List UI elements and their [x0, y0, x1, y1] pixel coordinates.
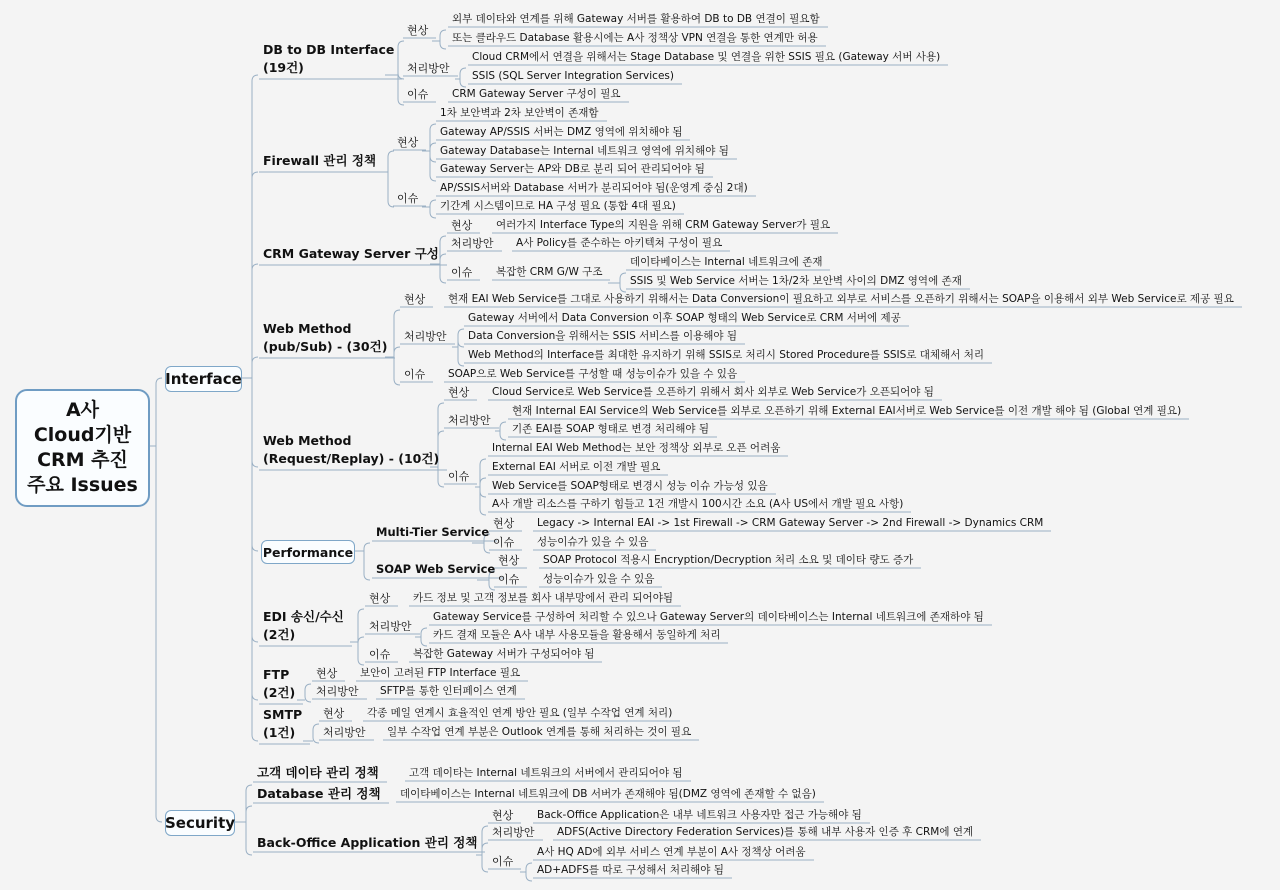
db-issue-item[interactable]: CRM Gateway Server 구성이 필요: [452, 88, 621, 100]
mt-issue-item[interactable]: 성능이슈가 있을 수 있음: [537, 536, 649, 548]
fw-issue-label[interactable]: 이슈: [397, 192, 419, 205]
ftp-solution-label[interactable]: 처리방안: [316, 685, 359, 698]
sw-issue-label[interactable]: 이슈: [498, 573, 520, 586]
connector-line: [526, 875, 532, 881]
sw-issue-item[interactable]: 성능이슈가 있을 수 있음: [543, 573, 655, 585]
wp-status-label[interactable]: 현상: [404, 293, 426, 306]
connector-line: [252, 636, 258, 642]
bo-status-label[interactable]: 현상: [492, 809, 514, 822]
wr-status-item[interactable]: Cloud Service로 Web Service를 오픈하기 위해서 회사 외부로 Web Service가 오픈되어야 됨: [492, 386, 934, 398]
mt-status-label[interactable]: 현상: [493, 517, 515, 530]
central-topic-line3: CRM 추진: [37, 449, 128, 471]
wr-status-label[interactable]: 현상: [448, 386, 470, 399]
connector-line: [480, 478, 486, 484]
connector-line: [305, 684, 311, 690]
wp-solution-item[interactable]: Web Method의 Interface를 최대한 유지하기 위해 SSIS로 처리시 Stored Procedure를 SSIS로 대체해서 처리: [468, 349, 984, 361]
edi-solution-label[interactable]: 처리방안: [369, 620, 412, 633]
connector-line: [430, 156, 436, 162]
topic-smtp-count: (1건): [263, 725, 296, 740]
topic-db-to-db-title: DB to DB Interface: [263, 42, 395, 57]
connector-line: [252, 545, 258, 551]
topic-ftp[interactable]: [263, 666, 295, 702]
connector-line: [358, 637, 364, 643]
topic-edi-title: EDI 송신/수신: [263, 609, 344, 624]
topic-web-method-pubsub-title: Web Method: [263, 321, 352, 336]
topic-db-to-db[interactable]: [263, 41, 394, 77]
connector-line: [620, 273, 626, 279]
wr-issue-label[interactable]: 이슈: [448, 470, 470, 483]
gw-solution-label[interactable]: 처리방안: [451, 237, 494, 250]
db-status-item[interactable]: 또는 클라우드 Database 활용시에는 A사 정책상 VPN 연결을 통한 연계만 허용: [452, 32, 818, 44]
central-topic-line4: 주요 Issues: [27, 474, 138, 496]
wp-solution-item[interactable]: Data Conversion을 위해서는 SSIS 서비스를 이용해야 됨: [468, 330, 738, 342]
bo-solution-item[interactable]: ADFS(Active Directory Federation Services)를 통해 내부 사용자 인증 후 CRM에 연계: [557, 826, 974, 838]
connector-line: [430, 143, 436, 149]
wr-issue-item[interactable]: Internal EAI Web Method는 보안 정책상 외부로 오픈 어려움: [492, 442, 781, 454]
ftp-status-item[interactable]: 보안이 고려된 FTP Interface 필요: [360, 667, 521, 679]
connector-line: [430, 200, 436, 206]
topic-edi[interactable]: [263, 608, 344, 644]
fw-status-label[interactable]: 현상: [397, 136, 419, 149]
connector-line: [398, 99, 404, 105]
db-solution-item[interactable]: Cloud CRM에서 연결을 위해서는 Stage Database 및 연결을 위한 SSIS 필요 (Gateway 서버 사용): [472, 51, 941, 63]
fw-issue-item[interactable]: AP/SSIS서버와 Database 서버가 분리되어야 됨(운영계 중심 2대): [440, 182, 748, 194]
connector-line: [305, 696, 311, 702]
wr-solution-label[interactable]: 처리방안: [448, 414, 491, 427]
connector-line: [438, 403, 444, 409]
gw-issue-item[interactable]: 복잡한 CRM G/W 구조: [496, 266, 603, 278]
bo-issue-item[interactable]: AD+ADFS를 따로 구성해서 처리해야 됨: [537, 864, 724, 876]
mt-issue-label[interactable]: 이슈: [493, 536, 515, 549]
connector-line: [440, 236, 446, 242]
connector-line: [458, 360, 464, 366]
connector-line: [252, 357, 258, 363]
connector-line: [440, 30, 446, 36]
gw-issue-subitem[interactable]: SSIS 및 Web Service 서버는 1차/2차 보안벽 사이의 DMZ 영역에 존재: [630, 275, 962, 287]
edi-solution-item[interactable]: 카드 결재 모듈은 A사 내부 사용모듈을 활용해서 동일하게 처리: [433, 629, 721, 641]
bo-issue-label[interactable]: 이슈: [492, 855, 514, 868]
topic-web-method-request[interactable]: [263, 432, 439, 468]
connector-line: [252, 694, 258, 700]
connector-line: [252, 461, 258, 467]
wp-status-item[interactable]: 현재 EAI Web Service를 그대로 사용하기 위해서는 Data Conversion이 필요하고 외부로 서비스를 오픈하기 위해서는 SOAP을 이용해서 외부 Web Service로 제공 필요: [448, 293, 1234, 305]
topic-firewall[interactable]: Firewall 관리 정책: [263, 153, 377, 168]
customer-data-item[interactable]: 고객 데이타는 Internal 네트워크의 서버에서 관리되어야 됨: [409, 767, 683, 779]
smtp-solution-item[interactable]: 일부 수작업 연계 부분은 Outlook 연계를 통해 처리하는 것이 필요: [387, 726, 692, 738]
connector-line: [480, 509, 486, 515]
connector-line: [480, 491, 486, 497]
topic-multi-tier[interactable]: Multi-Tier Service: [376, 525, 490, 539]
topic-edi-count: (2건): [263, 627, 296, 642]
connector-line: [482, 866, 488, 872]
connector-line: [394, 310, 400, 316]
connector-line: [313, 737, 319, 743]
gw-solution-item[interactable]: A사 Policy를 준수하는 아키텍쳐 구성이 필요: [516, 237, 723, 249]
edi-status-label[interactable]: 현상: [369, 592, 391, 605]
fw-status-item[interactable]: 1차 보안벽과 2차 보안벽이 존재함: [440, 107, 599, 119]
connector-line: [482, 826, 488, 832]
wr-issue-item[interactable]: A사 개발 리소스를 구하기 힘들고 1건 개발시 100시간 소요 (A사 US에서 개발 필요 사항): [492, 498, 904, 510]
database-policy-item[interactable]: 데이타베이스는 Internal 네트워크에 DB 서버가 존재해야 됨(DMZ 영역에 존재할 수 없음): [400, 788, 816, 800]
connector-line: [430, 124, 436, 130]
connector-line: [156, 378, 162, 384]
connector-line: [246, 849, 252, 855]
topic-web-method-request-count: (Request/Replay) - (10건): [263, 451, 440, 466]
sw-status-label[interactable]: 현상: [498, 554, 520, 567]
connector-line: [252, 172, 258, 178]
wr-issue-item[interactable]: Web Service를 SOAP형태로 변경시 성능 이슈 가능성 있음: [492, 480, 768, 492]
topic-soap-web-service[interactable]: SOAP Web Service: [376, 562, 496, 576]
connector-line: [480, 459, 486, 465]
sw-status-item[interactable]: SOAP Protocol 적용시 Encryption/Decryption 처리 소요 및 데이타 량도 증가: [543, 554, 914, 566]
connector-line: [620, 286, 626, 292]
gw-issue-label[interactable]: 이슈: [451, 266, 473, 279]
connector-line: [500, 434, 506, 440]
wp-solution-item[interactable]: Gateway 서버에서 Data Conversion 이후 SOAP 형태의 Web Service로 CRM 서버에 제공: [468, 312, 901, 324]
wr-solution-item[interactable]: 현재 Internal EAI Service의 Web Service를 외부로 오픈하기 위해 External EAI서버로 Web Service를 이전 개발 해야 됨 (Global 연계 필요): [512, 405, 1182, 417]
connector-line: [526, 863, 532, 869]
connector-line: [430, 175, 436, 181]
topic-web-method-pubsub-count: (pub/Sub) - (30건): [263, 339, 388, 354]
ftp-status-label[interactable]: 현상: [316, 667, 338, 680]
topic-smtp-title: SMTP: [263, 707, 303, 722]
connector-line: [252, 75, 258, 81]
connector-line: [358, 659, 364, 665]
connector-line: [500, 422, 506, 428]
fw-status-item[interactable]: Gateway Database는 Internal 네트워크 영역에 위치해야 됨: [440, 145, 729, 157]
connector-line: [394, 379, 400, 385]
wr-solution-item[interactable]: 기존 EAI를 SOAP 형태로 변경 처리해야 됨: [512, 423, 710, 435]
db-status-label[interactable]: 현상: [407, 24, 429, 37]
wp-issue-label[interactable]: 이슈: [404, 368, 426, 381]
topic-smtp[interactable]: [263, 706, 302, 742]
topic-database-policy[interactable]: Database 관리 정책: [257, 786, 381, 801]
smtp-solution-label[interactable]: 처리방안: [323, 726, 366, 739]
connector-line: [364, 543, 370, 549]
topic-crm-gateway[interactable]: CRM Gateway Server 구성: [263, 246, 439, 261]
connector-line: [440, 43, 446, 49]
wr-issue-item[interactable]: External EAI 서버로 이전 개발 필요: [492, 461, 661, 473]
connector-line: [438, 481, 444, 487]
connector-line: [460, 81, 466, 87]
topic-db-to-db-count: (19건): [263, 60, 304, 75]
bo-status-item[interactable]: Back-Office Application은 내부 네트워크 사용자만 접근 가능해야 됨: [537, 809, 862, 821]
connector-line: [252, 264, 258, 270]
connector-line: [421, 628, 427, 634]
connector-line: [394, 347, 400, 353]
connector-line: [246, 806, 252, 812]
connector-line: [460, 68, 466, 74]
wp-issue-item[interactable]: SOAP으로 Web Service를 구성할 때 성능이슈가 있을 수 있음: [448, 368, 738, 380]
gw-status-label[interactable]: 현상: [451, 219, 473, 232]
edi-issue-item[interactable]: 복잡한 Gateway 서버가 구성되어야 됨: [413, 648, 595, 660]
db-status-item[interactable]: 외부 데이타와 연계를 위해 Gateway 서버를 활용하여 DB to DB 연결이 필요함: [452, 13, 820, 25]
connector-line: [482, 843, 488, 849]
connector-line: [421, 640, 427, 646]
connector-line: [484, 547, 490, 553]
connector-line: [489, 584, 495, 590]
gw-issue-subitem[interactable]: 데이타베이스는 Internal 네트워크에 존재: [630, 256, 823, 268]
connector-line: [252, 735, 258, 741]
edi-issue-label[interactable]: 이슈: [369, 648, 391, 661]
gw-status-item[interactable]: 여러가지 Interface Type의 지원을 위해 CRM Gateway Server가 필요: [496, 219, 831, 231]
db-solution-item[interactable]: SSIS (SQL Server Integration Services): [472, 70, 674, 82]
connector-line: [388, 151, 394, 157]
connector-line: [440, 254, 446, 260]
connector-line: [430, 212, 436, 218]
connector-line: [388, 201, 394, 207]
fw-issue-item[interactable]: 기간계 시스템이므로 HA 구성 필요 (통합 4대 필요): [440, 200, 676, 212]
connector-line: [246, 785, 252, 791]
fw-status-item[interactable]: Gateway AP/SSIS 서버는 DMZ 영역에 위치해야 됨: [440, 126, 683, 138]
topic-customer-data[interactable]: 고객 데이타 관리 정책: [257, 765, 379, 780]
connector-line: [398, 41, 404, 47]
connector-line: [156, 816, 162, 822]
topic-web-method-request-title: Web Method: [263, 433, 352, 448]
wp-solution-label[interactable]: 처리방안: [404, 330, 447, 343]
smtp-status-item[interactable]: 각종 메일 연계시 효율적인 연계 방안 필요 (일부 수작업 연계 처리): [367, 707, 673, 719]
topic-backoffice[interactable]: Back-Office Application 관리 정책: [257, 835, 478, 850]
mt-status-item[interactable]: Legacy -> Internal EAI -> 1st Firewall -> CRM Gateway Server -> 2nd Firewall -> Dynamics CRM: [537, 517, 1044, 529]
bo-solution-label[interactable]: 처리방안: [492, 826, 535, 839]
edi-status-item[interactable]: 카드 정보 및 고객 정보를 회사 내부망에서 관리 되어야됨: [413, 592, 673, 604]
central-topic-line1: A사: [65, 399, 100, 421]
branch-security[interactable]: Security: [165, 810, 235, 836]
bo-issue-item[interactable]: A사 HQ AD에 외부 서비스 연계 부분이 A사 정책상 어려움: [537, 846, 806, 858]
connector-line: [313, 724, 319, 730]
ftp-solution-item[interactable]: SFTP를 통한 인터페이스 연계: [380, 685, 517, 697]
connector-line: [358, 609, 364, 615]
central-topic-line2: Cloud기반: [33, 424, 132, 446]
db-issue-label[interactable]: 이슈: [407, 88, 429, 101]
connector-line: [398, 73, 404, 79]
connector-line: [458, 329, 464, 335]
smtp-status-label[interactable]: 현상: [323, 707, 345, 720]
fw-status-item[interactable]: Gateway Server는 AP와 DB로 분리 되어 관리되어야 됨: [440, 163, 705, 175]
topic-web-method-pubsub[interactable]: [263, 320, 387, 356]
topic-ftp-count: (2건): [263, 685, 296, 700]
db-solution-label[interactable]: 처리방안: [407, 62, 450, 75]
connector-line: [458, 341, 464, 347]
topic-performance[interactable]: Performance: [261, 540, 355, 564]
branch-interface[interactable]: Interface: [165, 366, 242, 392]
central-topic[interactable]: [15, 389, 150, 507]
topic-ftp-title: FTP: [263, 667, 290, 682]
connector-line: [440, 277, 446, 283]
connector-line: [364, 574, 370, 580]
edi-solution-item[interactable]: Gateway Service를 구성하여 처리할 수 있으나 Gateway Server의 데이타베이스는 Internal 네트워크에 존재하야 됨: [433, 611, 984, 623]
